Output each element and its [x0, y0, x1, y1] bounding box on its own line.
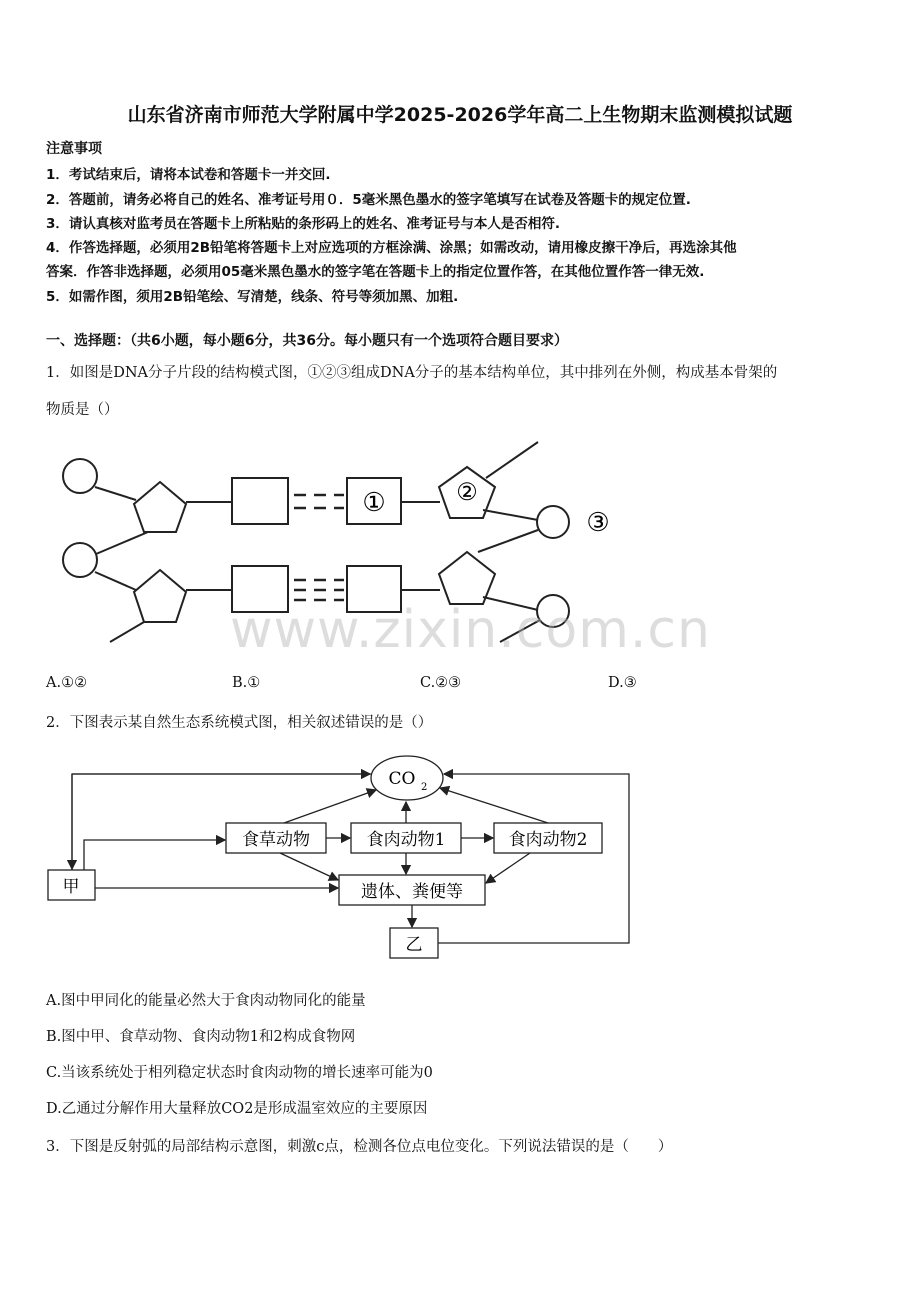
yi-label: 乙: [405, 935, 423, 955]
notice-line: 3．请认真核对监考员在答题卡上所粘贴的条形码上的姓名、准考证号与本人是否相符.: [46, 216, 561, 232]
herbivore-label: 食草动物: [242, 830, 310, 850]
notice-heading: 注意事项: [46, 141, 102, 157]
remains-label: 遗体、粪便等: [361, 882, 463, 902]
watermark: www.zixin.com.cn: [230, 600, 711, 660]
q2-option-c: C.当该系统处于相列稳定状态时食肉动物的增长速率可能为0: [46, 1065, 433, 1081]
q1-option-d: D.③: [608, 675, 637, 691]
q2-option-b: B.图中甲、食草动物、食肉动物1和2构成食物网: [46, 1029, 356, 1045]
notice-line: 2．答题前，请务必将自己的姓名、准考证号用０．5毫米黑色墨水的签字笔填写在试卷及答题卡的规定位置.: [46, 192, 691, 208]
notice-line: 1．考试结束后，请将本试卷和答题卡一并交回.: [46, 167, 331, 183]
deoxyribose-pentagon: [134, 570, 186, 622]
base-square: [232, 478, 288, 524]
page-title: 山东省济南市师范大学附属中学2025-2026学年高二上生物期末监测模拟试题: [127, 104, 793, 126]
q1-option-c: C.②③: [420, 675, 462, 691]
notice-line: 5．如需作图，须用2B铅笔绘、写清楚，线条、符号等须加黑、加粗.: [46, 289, 459, 305]
deoxyribose-pentagon: [134, 482, 186, 532]
q1-option-b: B.①: [232, 675, 261, 691]
co2-label: CO: [388, 769, 416, 789]
jia-label: 甲: [62, 877, 80, 897]
notice-line: 4．作答选择题，必须用2B铅笔将答题卡上对应选项的方框涂满、涂黑；如需改动，请用橡皮擦干净后，再选涂其他: [46, 240, 737, 256]
question-1-stem-cont: 物质是（）: [46, 402, 119, 418]
label-1: ①: [362, 488, 386, 518]
q2-option-d: D.乙通过分解作用大量释放CO2是形成温室效应的主要原因: [46, 1101, 428, 1117]
q1-option-a: A.①②: [46, 675, 88, 691]
phosphate-circle: [63, 459, 97, 493]
section-heading: 一、选择题：（共6小题，每小题6分，共36分。每小题只有一个选项符合题目要求）: [46, 333, 568, 349]
notice-line: 答案．作答非选择题，必须用05毫米黑色墨水的签字笔在答题卡上的指定位置作答，在其他位置作答一律无效.: [46, 264, 705, 280]
phosphate-circle-3: [537, 506, 569, 538]
ecosystem-diagram: [40, 748, 640, 964]
q2-option-a: A.图中甲同化的能量必然大于食肉动物同化的能量: [46, 993, 366, 1009]
deoxyribose-pentagon: [439, 552, 495, 604]
label-3: ③: [586, 508, 610, 538]
question-2-stem: 2．下图表示某自然生态系统模式图，相关叙述错误的是（）: [46, 715, 433, 731]
question-3-stem: 3．下图是反射弧的局部结构示意图，刺激c点，检测各位点电位变化。下列说法错误的是（ ）: [46, 1139, 673, 1155]
carnivore-2-label: 食肉动物2: [508, 830, 588, 850]
question-1-stem: 1．如图是DNA分子片段的结构模式图，①②③组成DNA分子的基本结构单位，其中排列在外侧，构成基本骨架的: [46, 365, 778, 381]
carnivore-1-label: 食肉动物1: [366, 830, 446, 850]
label-2: ②: [456, 478, 478, 506]
phosphate-circle: [63, 543, 97, 577]
co2-subscript: 2: [421, 782, 428, 793]
